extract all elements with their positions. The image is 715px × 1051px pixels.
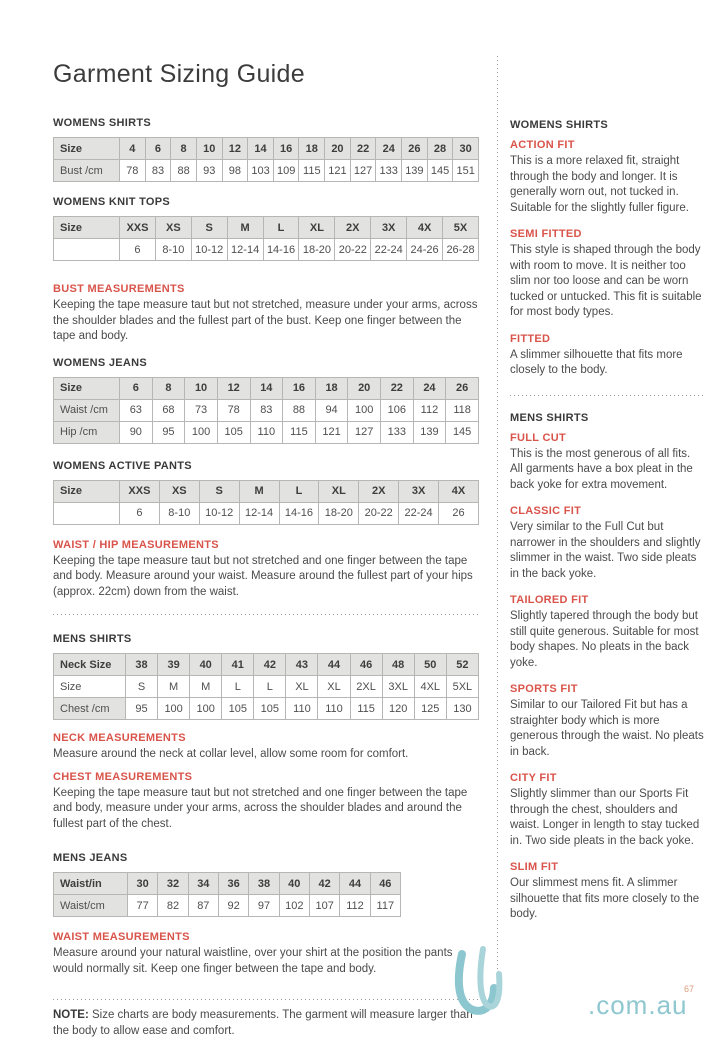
table-value-cell: 139 (413, 421, 446, 443)
table-row-label: Size (54, 676, 126, 698)
table-value-cell: 6 (120, 502, 160, 524)
fit-description: Our slimmest mens fit. A slimmer silhouette that fits more closely to the body. (510, 877, 700, 920)
section-heading-womens-active-pants: WOMENS ACTIVE PANTS (53, 459, 192, 472)
table-header-cell: 30 (128, 873, 158, 895)
table-header-cell: 5X (443, 217, 479, 239)
table-value-cell: 3XL (382, 676, 414, 698)
fit-description: Slightly tapered through the body but still quite generous. Suitable for most body shapes. No pleats in the back yoke. (510, 610, 699, 669)
table-header-cell: XL (299, 217, 335, 239)
table-value-cell: L (254, 676, 286, 698)
section-heading-womens-jeans: WOMENS JEANS (53, 356, 148, 369)
table-value-cell: 105 (254, 698, 286, 720)
table-value-cell: 103 (248, 160, 274, 182)
table-row-label: Waist/cm (54, 895, 128, 917)
table-value-cell: 121 (315, 421, 348, 443)
table-row-label: Neck Size (54, 654, 126, 676)
fit-description: This style is shaped through the body with room to move. It is neither too slim nor too loose and can be worn tucked or untucked. This fit is suitable for most body types. (510, 244, 702, 318)
table-header-cell: 40 (279, 873, 309, 895)
table-header-cell: L (279, 480, 319, 502)
table-value-cell: 95 (152, 421, 185, 443)
table-header-cell: 43 (286, 654, 318, 676)
table-header-cell: 2X (359, 480, 399, 502)
bust-measurements-heading: BUST MEASUREMENTS (53, 283, 185, 295)
table-value-cell: 14-16 (263, 239, 299, 261)
table-value-cell: 110 (318, 698, 350, 720)
fit-name: TAILORED FIT (510, 594, 589, 606)
fit-name: CLASSIC FIT (510, 505, 582, 517)
table-value-cell: 90 (120, 421, 153, 443)
table-value-cell: M (190, 676, 222, 698)
table-header-cell: 4X (407, 217, 443, 239)
table-header-cell: XS (155, 217, 191, 239)
table-value-cell: 107 (309, 895, 339, 917)
table-header-cell: XS (159, 480, 199, 502)
table-value-cell: 10-12 (191, 239, 227, 261)
table-row-label: Size (54, 138, 120, 160)
table-header-cell: 22 (381, 377, 414, 399)
table-header-cell: 34 (188, 873, 218, 895)
fit-block-sports-fit (510, 683, 704, 760)
table-value-cell: 68 (152, 399, 185, 421)
section-heading-mens-jeans: MENS JEANS (53, 852, 128, 864)
table-value-cell: 87 (188, 895, 218, 917)
table-value-cell: 130 (446, 698, 478, 720)
fit-block-city-fit (510, 772, 704, 849)
section-divider (53, 614, 479, 615)
table-value-cell: 100 (190, 698, 222, 720)
table-value-cell: 2XL (350, 676, 382, 698)
chest-measurements-text: Keeping the tape measure taut but not stretched and one finger between the tape and body, measure under your arms, across the shoulder blades and around the fullest part of the chest. (53, 786, 468, 830)
table-header-cell: 8 (152, 377, 185, 399)
table-header-cell: 20 (348, 377, 381, 399)
fit-block-full-cut (510, 432, 704, 494)
table-value-cell: 100 (185, 421, 218, 443)
table-value-cell: 109 (273, 160, 299, 182)
fit-heading-mens-shirts: MENS SHIRTS (510, 411, 589, 424)
fit-guide-column (510, 119, 704, 935)
note-text (53, 1008, 479, 1039)
table-value-cell: 110 (250, 421, 283, 443)
table-value-cell: 94 (315, 399, 348, 421)
fit-description: Similar to our Tailored Fit but has a straighter body which is more generous through the waist. No pleats in back. (510, 699, 704, 758)
table-header-cell: XXS (120, 480, 160, 502)
table-header-cell: 40 (190, 654, 222, 676)
table-value-cell: 106 (381, 399, 414, 421)
table-row-label: Hip /cm (54, 421, 120, 443)
brand-logo-u-icon (449, 946, 507, 1029)
waist-measurements-heading: WAIST MEASUREMENTS (53, 931, 190, 943)
table-header-cell: S (191, 217, 227, 239)
womens-shirts-table (53, 137, 479, 182)
table-header-cell: 18 (315, 377, 348, 399)
table-value-cell: 145 (427, 160, 453, 182)
fit-description: This is the most generous of all fits. All garments have a box pleat in the back yoke for extra movement. (510, 447, 693, 491)
size-table (53, 377, 479, 444)
table-row-label: Waist/in (54, 873, 128, 895)
table-header-cell: 48 (382, 654, 414, 676)
table-header-cell: 4 (120, 138, 146, 160)
table-header-cell: 10 (185, 377, 218, 399)
table-header-cell: 42 (309, 873, 339, 895)
table-value-cell: 82 (158, 895, 188, 917)
table-value-cell: 8-10 (159, 502, 199, 524)
table-header-cell: 38 (249, 873, 279, 895)
table-header-cell: 18 (299, 138, 325, 160)
table-row-label: Size (54, 480, 120, 502)
table-header-cell: 16 (283, 377, 316, 399)
column-divider (497, 56, 498, 990)
table-header-cell: 24 (413, 377, 446, 399)
table-header-cell: 32 (158, 873, 188, 895)
table-value-cell: 22-24 (371, 239, 407, 261)
table-row-label (54, 502, 120, 524)
fit-block-action-fit (510, 139, 704, 216)
note-label: NOTE: (53, 1009, 89, 1021)
table-value-cell: 63 (120, 399, 153, 421)
table-value-cell: 8-10 (155, 239, 191, 261)
table-row-label: Size (54, 217, 120, 239)
table-value-cell: 120 (382, 698, 414, 720)
table-value-cell: 24-26 (407, 239, 443, 261)
table-value-cell: 125 (414, 698, 446, 720)
table-value-cell: XL (286, 676, 318, 698)
table-value-cell: 100 (158, 698, 190, 720)
table-header-cell: 14 (250, 377, 283, 399)
table-value-cell: 12-14 (239, 502, 279, 524)
fit-name: SLIM FIT (510, 861, 559, 873)
size-table (53, 872, 401, 917)
table-value-cell: 100 (348, 399, 381, 421)
table-header-cell: XXS (120, 217, 156, 239)
table-row-label: Chest /cm (54, 698, 126, 720)
fit-name: ACTION FIT (510, 139, 575, 151)
table-value-cell: 88 (283, 399, 316, 421)
womens-knit-tops-table (53, 216, 479, 261)
table-header-cell: 44 (318, 654, 350, 676)
table-value-cell: 10-12 (199, 502, 239, 524)
fit-name: SPORTS FIT (510, 683, 578, 695)
size-table (53, 653, 479, 720)
table-value-cell: 22-24 (399, 502, 439, 524)
section-heading-womens-shirts: WOMENS SHIRTS (53, 117, 152, 129)
table-value-cell: 12-14 (227, 239, 263, 261)
fit-block-fitted (510, 333, 704, 379)
table-header-cell: 46 (350, 654, 382, 676)
table-header-cell: L (263, 217, 299, 239)
table-value-cell: 95 (126, 698, 158, 720)
size-table (53, 137, 479, 182)
table-value-cell: 26-28 (443, 239, 479, 261)
mens-jeans-table (53, 872, 401, 917)
table-value-cell: 115 (283, 421, 316, 443)
fit-block-classic-fit (510, 505, 704, 582)
waist-hip-measurements-heading: WAIST / HIP MEASUREMENTS (53, 538, 219, 551)
table-header-cell: 46 (370, 873, 400, 895)
womens-active-pants-table (53, 480, 479, 525)
waist-hip-measurements-text: Keeping the tape measure taut but not stretched and one finger between the tape and body. Measure around your waist. Measure around the fullest part of your hips (approx. 22cm) down from the waist. (53, 554, 473, 598)
chest-measurements-heading: CHEST MEASUREMENTS (53, 770, 193, 783)
neck-measurements-text: Measure around the neck at collar level, allow some room for comfort. (53, 748, 409, 760)
main-column (53, 117, 479, 1051)
table-header-cell: S (199, 480, 239, 502)
table-value-cell: XL (318, 676, 350, 698)
table-header-cell: 24 (376, 138, 402, 160)
table-value-cell: 105 (217, 421, 250, 443)
fit-section-divider (510, 395, 704, 396)
table-header-cell: 16 (273, 138, 299, 160)
table-value-cell: 92 (218, 895, 248, 917)
table-value-cell: 121 (325, 160, 351, 182)
brand-url-text: .com.au (588, 990, 688, 1020)
table-value-cell: 110 (286, 698, 318, 720)
table-value-cell: 118 (446, 399, 479, 421)
table-value-cell: L (222, 676, 254, 698)
table-value-cell: 6 (120, 239, 156, 261)
table-header-cell: 6 (145, 138, 171, 160)
table-value-cell: 97 (249, 895, 279, 917)
table-value-cell: M (158, 676, 190, 698)
table-row-label: Size (54, 377, 120, 399)
fit-name: FULL CUT (510, 431, 566, 444)
note-divider (53, 999, 479, 1000)
table-row-label: Bust /cm (54, 160, 120, 182)
table-header-cell: 4X (439, 480, 479, 502)
womens-jeans-table (53, 377, 479, 444)
table-value-cell: 105 (222, 698, 254, 720)
table-header-cell: 30 (453, 138, 479, 160)
table-header-cell: 44 (340, 873, 370, 895)
section-heading-mens-shirts: MENS SHIRTS (53, 633, 132, 645)
table-value-cell: 18-20 (319, 502, 359, 524)
table-header-cell: 22 (350, 138, 376, 160)
page-number: 67 (684, 984, 695, 994)
fit-name: CITY FIT (510, 772, 557, 784)
table-value-cell: 5XL (446, 676, 478, 698)
table-value-cell: 78 (217, 399, 250, 421)
table-value-cell: 112 (413, 399, 446, 421)
table-header-cell: 36 (218, 873, 248, 895)
table-value-cell: 77 (128, 895, 158, 917)
table-value-cell: S (126, 676, 158, 698)
table-value-cell: 133 (381, 421, 414, 443)
table-value-cell: 83 (250, 399, 283, 421)
table-header-cell: 8 (171, 138, 197, 160)
note-body: Size charts are body measurements. The garment will measure larger than the body to allow ease and comfort. (53, 1009, 473, 1037)
table-header-cell: 26 (446, 377, 479, 399)
table-value-cell: 115 (299, 160, 325, 182)
table-header-cell: 14 (248, 138, 274, 160)
fit-name: SEMI FITTED (510, 228, 582, 240)
fit-block-tailored-fit (510, 594, 704, 671)
table-header-cell: M (227, 217, 263, 239)
table-header-cell: 39 (158, 654, 190, 676)
table-value-cell: 145 (446, 421, 479, 443)
table-value-cell: 127 (348, 421, 381, 443)
table-value-cell: 88 (171, 160, 197, 182)
table-header-cell: 6 (120, 377, 153, 399)
table-value-cell: 127 (350, 160, 376, 182)
table-value-cell: 151 (453, 160, 479, 182)
table-header-cell: 38 (126, 654, 158, 676)
table-value-cell: 112 (340, 895, 370, 917)
table-value-cell: 133 (376, 160, 402, 182)
table-header-cell: 12 (222, 138, 248, 160)
table-header-cell: 28 (427, 138, 453, 160)
table-value-cell: 73 (185, 399, 218, 421)
fit-block-semi-fitted (510, 228, 704, 321)
table-value-cell: 98 (222, 160, 248, 182)
fit-description: Very similar to the Full Cut but narrower in the shoulders and slightly slimmer in the waist. Two side pleats in the back yoke. (510, 521, 701, 580)
table-header-cell: 12 (217, 377, 250, 399)
table-header-cell: 26 (402, 138, 428, 160)
table-row-label (54, 239, 120, 261)
table-value-cell: 102 (279, 895, 309, 917)
fit-block-slim-fit (510, 861, 704, 923)
table-header-cell: 42 (254, 654, 286, 676)
fit-description: Slightly slimmer than our Sports Fit through the chest, shoulders and waist. Longer in length to stay tucked in. Two side pleats in the back yoke. (510, 788, 700, 847)
table-header-cell: 3X (399, 480, 439, 502)
fit-description: This is a more relaxed fit, straight through the body and longer. It is generally worn out, not tucked in. Suitable for the slightly fuller figure. (510, 155, 689, 214)
table-header-cell: XL (319, 480, 359, 502)
table-value-cell: 18-20 (299, 239, 335, 261)
table-value-cell: 83 (145, 160, 171, 182)
page-title: Garment Sizing Guide (53, 60, 305, 88)
neck-measurements-heading: NECK MEASUREMENTS (53, 732, 186, 744)
table-value-cell: 117 (370, 895, 400, 917)
table-header-cell: 3X (371, 217, 407, 239)
size-table (53, 480, 479, 525)
table-value-cell: 93 (196, 160, 222, 182)
table-value-cell: 115 (350, 698, 382, 720)
section-heading-womens-knit-tops: WOMENS KNIT TOPS (53, 196, 171, 208)
fit-name: FITTED (510, 332, 551, 345)
table-value-cell: 78 (120, 160, 146, 182)
table-header-cell: M (239, 480, 279, 502)
table-value-cell: 20-22 (359, 502, 399, 524)
table-row-label: Waist /cm (54, 399, 120, 421)
waist-measurements-text: Measure around your natural waistline, over your shirt at the position the pants would normally sit. Keep one finger between the tape and body. (53, 947, 453, 975)
table-value-cell: 4XL (414, 676, 446, 698)
table-header-cell: 50 (414, 654, 446, 676)
table-value-cell: 20-22 (335, 239, 371, 261)
table-value-cell: 26 (439, 502, 479, 524)
table-header-cell: 52 (446, 654, 478, 676)
table-header-cell: 20 (325, 138, 351, 160)
table-value-cell: 14-16 (279, 502, 319, 524)
fit-description: A slimmer silhouette that fits more closely to the body. (510, 348, 683, 376)
table-header-cell: 41 (222, 654, 254, 676)
bust-measurements-text: Keeping the tape measure taut but not stretched, measure under your arms, across the shoulder blades and the fullest part of the bust. Keep one finger between the tape and body. (53, 299, 478, 342)
fit-heading-womens-shirts: WOMENS SHIRTS (510, 119, 609, 131)
table-value-cell: 139 (402, 160, 428, 182)
table-header-cell: 10 (196, 138, 222, 160)
mens-shirts-table (53, 653, 479, 720)
table-header-cell: 2X (335, 217, 371, 239)
size-table (53, 216, 479, 261)
